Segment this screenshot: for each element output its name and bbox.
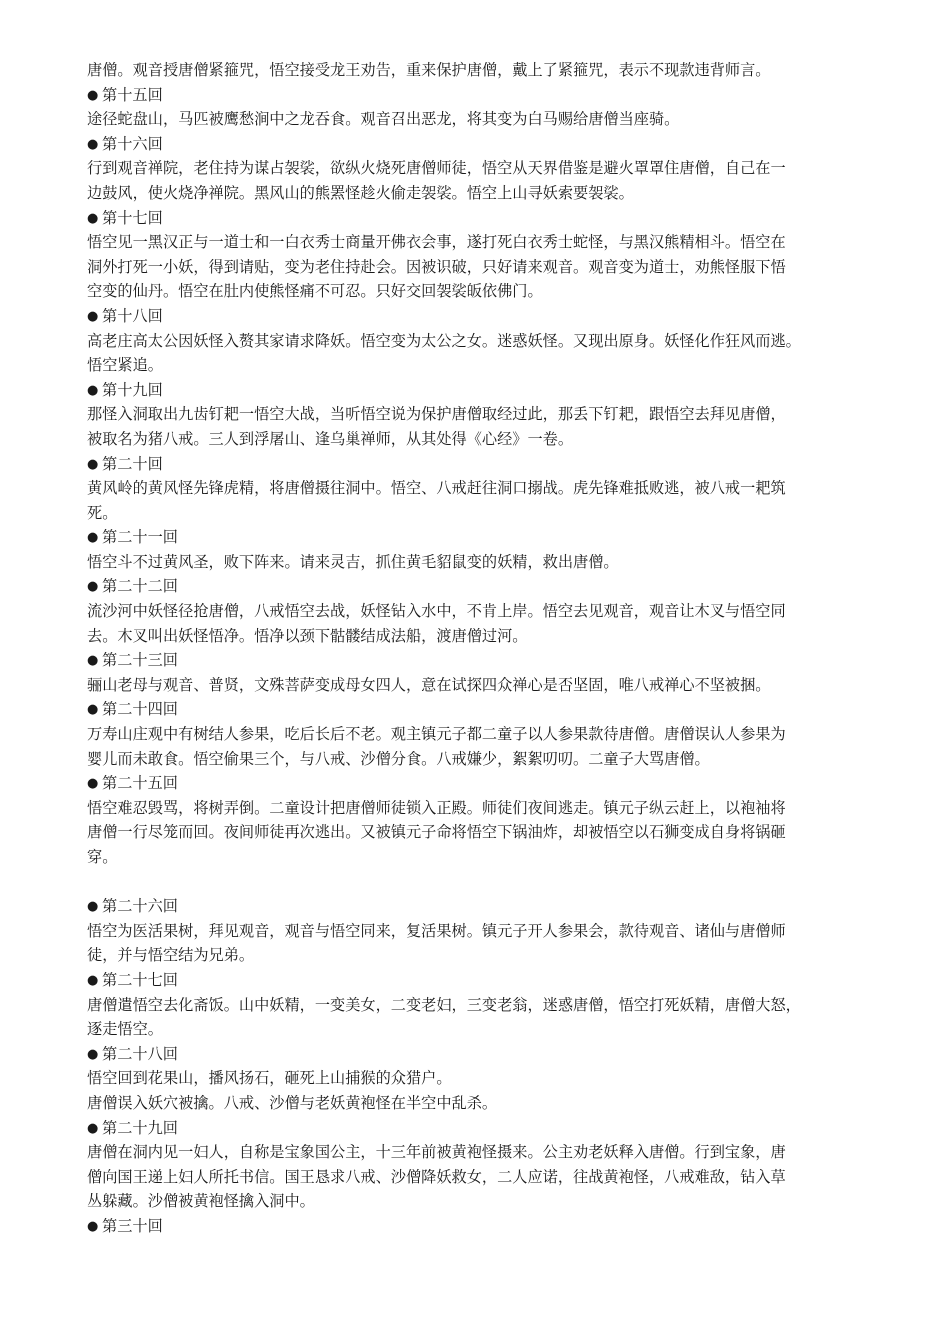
chapter-summary	[87, 673, 869, 698]
text-line: 去。木叉叫出妖怪悟净。悟净以颈下骷髅结成法船，渡唐僧过河。	[87, 626, 528, 645]
bullet-icon: ●	[87, 1218, 99, 1234]
bullet-icon: ●	[87, 210, 99, 226]
text-line: 被取名为猪八戒。三人到浮屠山、逢乌巢禅师，从其处得《心经》一卷。	[87, 429, 573, 448]
bullet-icon: ●	[87, 87, 99, 103]
chapter-heading	[87, 304, 869, 329]
chapter-heading	[87, 378, 869, 403]
text-line: 黄风岭的黄风怪先锋虎精，将唐僧摄往洞中。悟空、八戒赶往洞口搦战。虎先锋难抵败逃，被八戒一耙筑	[87, 479, 786, 498]
bullet-icon: ●	[87, 579, 99, 595]
chapter-heading-text: 第十九回	[102, 380, 163, 399]
chapter-heading-text: 第二十一回	[102, 528, 178, 547]
document-body	[87, 58, 869, 1239]
chapter-summary	[87, 329, 869, 378]
chapter-summary	[87, 1066, 869, 1115]
chapter-heading-text: 第二十三回	[102, 651, 178, 670]
bullet-icon: ●	[87, 382, 99, 398]
chapter-heading	[87, 894, 869, 919]
chapter-summary	[87, 156, 869, 205]
text-line: 唐僧在洞内见一妇人，自称是宝象国公主，十三年前被黄袍怪摄来。公主劝老妖释入唐僧。行到宝象，唐	[87, 1143, 786, 1162]
text-line: 悟空紧追。	[87, 356, 163, 375]
chapter-summary	[87, 402, 869, 451]
chapter-heading	[87, 1116, 869, 1141]
chapter-heading-text: 第二十四回	[102, 700, 178, 719]
chapter-heading-text: 第二十二回	[102, 577, 178, 596]
chapter-summary	[87, 230, 869, 304]
text-line: 骊山老母与观音、普贤，文殊菩萨变成母女四人，意在试探四众禅心是否坚固，唯八戒禅心不坚被捆。	[87, 675, 771, 694]
text-line: 僧向国王递上妇人所托书信。国王恳求八戒、沙僧降妖救女，二人应诺，往战黄袍怪，八戒难敌，钻入草	[87, 1167, 786, 1186]
text-line: 穿。	[87, 848, 118, 866]
text-line: 流沙河中妖怪径抢唐僧，八戒悟空去战，妖怪钻入水中，不肯上岸。悟空去见观音，观音让木叉与悟空同	[87, 602, 786, 621]
chapter-heading-text: 第二十六回	[102, 897, 178, 916]
chapter-heading-text: 第二十五回	[102, 774, 178, 793]
text-line: 唐僧一行尽笼而回。夜间师徒再次逃出。又被镇元子命将悟空下锅油炸，却被悟空以石狮变成自身将锅砸	[87, 823, 786, 842]
chapter-summary	[87, 599, 869, 648]
bullet-icon: ●	[87, 136, 99, 152]
chapter-heading	[87, 968, 869, 993]
text-line: 婴儿而未敢食。悟空偷果三个，与八戒、沙僧分食。八戒嫌少，絮絮叨叨。二童子大骂唐僧。	[87, 749, 710, 768]
bullet-icon: ●	[87, 308, 99, 324]
text-line: 悟空斗不过黄风圣，败下阵来。请来灵吉，抓住黄毛貂鼠变的妖精，救出唐僧。	[87, 552, 619, 571]
chapter-summary	[87, 550, 869, 575]
text-line: 悟空回到花果山，播风扬石，砸死上山捕猴的众猎户。	[87, 1069, 452, 1088]
text-line: 那怪入洞取出九齿钉耙一悟空大战，当听悟空说为保护唐僧取经过此，那丢下钉耙，跟悟空去拜见唐僧，	[87, 405, 786, 424]
paragraph-gap	[87, 870, 869, 895]
bullet-icon: ●	[87, 1046, 99, 1062]
chapter-summary	[87, 476, 869, 525]
text-line: 逐走悟空。	[87, 1020, 163, 1039]
chapter-heading-text: 第十五回	[102, 85, 163, 104]
chapter-heading	[87, 574, 869, 599]
bullet-icon: ●	[87, 776, 99, 792]
chapter-heading	[87, 525, 869, 550]
chapter-heading-text: 第十八回	[102, 306, 163, 325]
text-line: 行到观音禅院，老住持为谋占袈裟，欲纵火烧死唐僧师徒，悟空从天界借鉴是避火罩罩住唐僧，自己在一	[87, 159, 786, 178]
text-line: 徒，并与悟空结为兄弟。	[87, 946, 255, 965]
text-line: 死。	[87, 503, 118, 522]
text-line: 丛躲藏。沙僧被黄袍怪擒入洞中。	[87, 1192, 315, 1211]
chapter-heading	[87, 697, 869, 722]
bullet-icon: ●	[87, 530, 99, 546]
chapter-summary	[87, 796, 869, 870]
chapter-heading	[87, 132, 869, 157]
chapter-summary	[87, 722, 869, 771]
chapter-summary	[87, 107, 869, 132]
chapter-heading	[87, 648, 869, 673]
chapter-heading-text: 第二十回	[102, 454, 163, 473]
text-line: 途径蛇盘山，马匹被鹰愁涧中之龙吞食。观音召出恶龙，将其变为白马赐给唐僧当座骑。	[87, 110, 680, 129]
text-line: 唐僧遣悟空去化斋饭。山中妖精，一变美女，二变老妇，三变老翁，迷惑唐僧，悟空打死妖精，唐僧大怒，	[87, 995, 801, 1014]
chapter-summary	[87, 919, 869, 968]
chapter-heading-text: 第二十九回	[102, 1118, 178, 1137]
text-line: 唐僧误入妖穴被擒。八戒、沙僧与老妖黄袍怪在半空中乱杀。	[87, 1093, 498, 1112]
chapter-summary	[87, 58, 869, 83]
bullet-icon: ●	[87, 653, 99, 669]
chapter-heading-text: 第三十回	[102, 1216, 163, 1235]
chapter-heading	[87, 1042, 869, 1067]
chapter-summary	[87, 993, 869, 1042]
text-line: 洞外打死一小妖，得到请贴，变为老住持赴会。因被识破，只好请来观音。观音变为道士，劝熊怪服下悟	[87, 257, 786, 276]
chapter-heading-text: 第十七回	[102, 208, 163, 227]
chapter-heading-text: 第二十七回	[102, 970, 178, 989]
bullet-icon: ●	[87, 972, 99, 988]
text-line: 边鼓风，使火烧净禅院。黑风山的熊罴怪趁火偷走袈裟。悟空上山寻妖索要袈裟。	[87, 183, 634, 202]
text-line: 空变的仙丹。悟空在肚内使熊怪痛不可忍。只好交回袈裟皈依佛门。	[87, 282, 543, 301]
chapter-heading	[87, 771, 869, 796]
text-line: 高老庄高太公因妖怪入赘其家请求降妖。悟空变为太公之女。迷惑妖怪。又现出原身。妖怪化作狂风而逃。	[87, 331, 801, 350]
chapter-heading-text: 第二十八回	[102, 1044, 178, 1063]
bullet-icon: ●	[87, 702, 99, 718]
text-line: 万寿山庄观中有树结人参果，吃后长后不老。观主镇元子都二童子以人参果款待唐僧。唐僧误认人参果为	[87, 725, 786, 744]
text-line: 悟空为医活果树，拜见观音，观音与悟空同来，复活果树。镇元子开人参果会，款待观音、诸仙与唐僧师	[87, 921, 786, 940]
chapter-summary	[87, 1140, 869, 1214]
text-line: 悟空见一黑汉正与一道士和一白衣秀士商量开佛衣会事，遂打死白衣秀士蛇怪，与黑汉熊精相斗。悟空在	[87, 233, 786, 252]
text-line: 唐僧。观音授唐僧紧箍咒，悟空接受龙王劝告，重来保护唐僧，戴上了紧箍咒，表示不现款违背师言。	[87, 61, 771, 79]
chapter-heading	[87, 83, 869, 108]
chapter-heading-text: 第十六回	[102, 134, 163, 153]
bullet-icon: ●	[87, 456, 99, 472]
chapter-heading	[87, 1214, 869, 1239]
bullet-icon: ●	[87, 899, 99, 915]
chapter-heading	[87, 452, 869, 477]
chapter-heading	[87, 206, 869, 231]
text-line: 悟空难忍毁骂，将树弄倒。二童设计把唐僧师徒锁入正殿。师徒们夜间逃走。镇元子纵云赶上，以袍袖将	[87, 798, 786, 817]
bullet-icon: ●	[87, 1120, 99, 1136]
